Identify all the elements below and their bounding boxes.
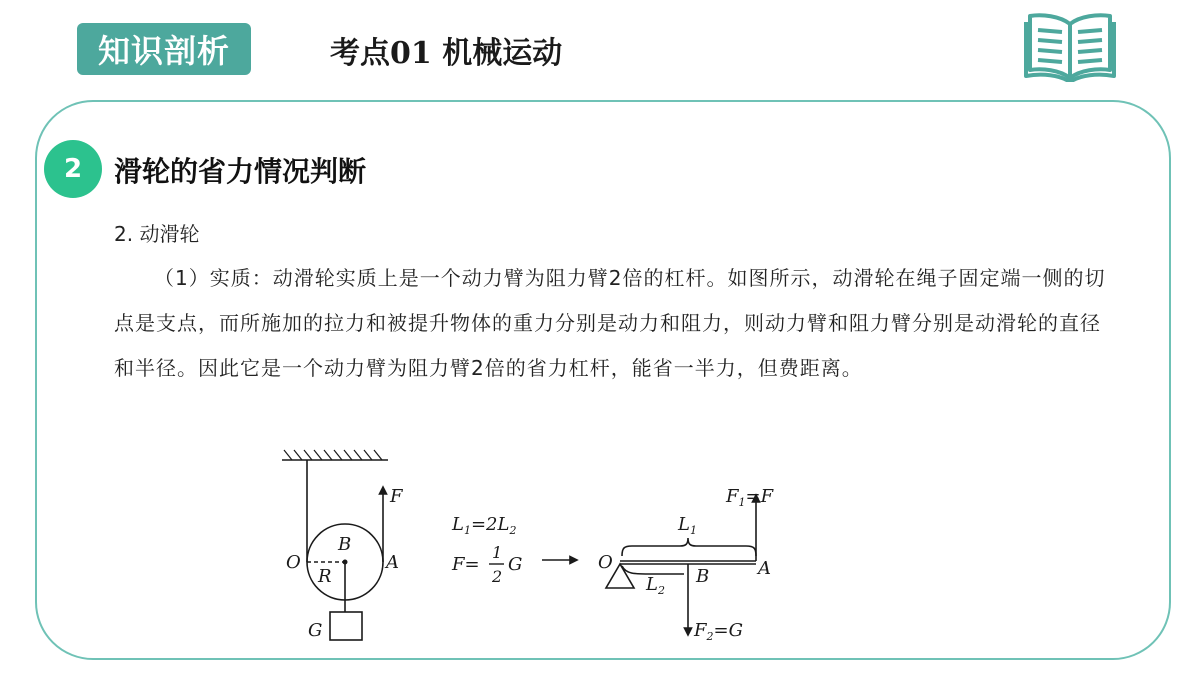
label-G: G [308, 620, 323, 641]
svg-text:L1: $L_1$ [678, 514, 697, 537]
label-F: F [390, 486, 403, 507]
topic-badge: 知识剖析 [77, 23, 251, 75]
section-number-badge: 2 [44, 140, 102, 198]
relation-equations [451, 514, 574, 586]
section-title: 滑轮的省力情况判断 [114, 155, 367, 188]
svg-text:G: G [508, 554, 523, 575]
svg-text:A: A [758, 558, 771, 579]
svg-text:L1=2L2: $L_1=2L_2$ [452, 514, 517, 537]
svg-text:2: 2 [492, 567, 503, 586]
open-book-icon [1024, 10, 1116, 82]
page-title: 考点01 机械运动 [330, 36, 563, 71]
pulley-lever-figure [270, 440, 810, 645]
svg-text:1: 1 [492, 543, 503, 562]
label-A: A [386, 552, 399, 573]
svg-text:F=: F= [452, 554, 480, 575]
svg-text:F2=G: $F_2=G$ [694, 620, 743, 643]
svg-text:B: B [696, 566, 710, 587]
svg-text:O: O [598, 552, 613, 573]
body-paragraph: （1）实质：动滑轮实质上是一个动力臂为阻力臂2倍的杠杆。如图所示，动滑轮在绳子固定端一侧的切点是支点，而所施加的拉力和被提升物体的重力分别是动力和阻力，则动力臂和阻力臂分别是动滑轮的直径和半径。因此它是一个动力臂为阻力臂2倍的省力杠杆，能省一半力，但费距离。 [114, 266, 1106, 380]
label-O: O [286, 552, 301, 573]
subheading: 2. 动滑轮 [114, 222, 200, 246]
svg-text:F1=F: $F_1=F$ [726, 486, 774, 509]
label-B: B [338, 534, 352, 555]
svg-text:L2: $L_2$ [646, 574, 665, 597]
movable-pulley-diagram [282, 450, 388, 640]
label-R: R [318, 566, 332, 587]
